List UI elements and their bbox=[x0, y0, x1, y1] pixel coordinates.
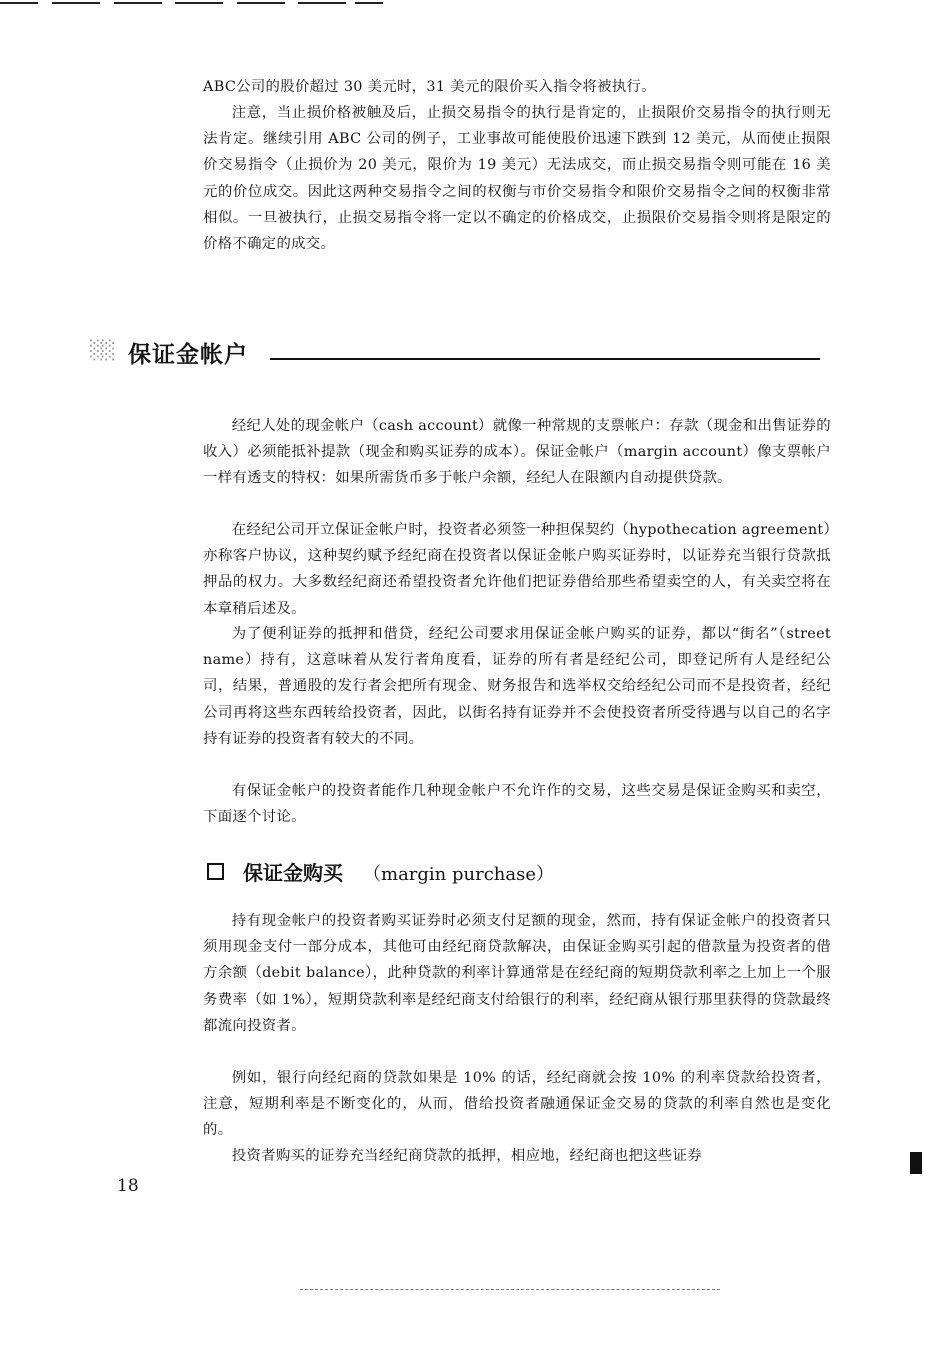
paragraph-debit-balance: 持有现金帐户的投资者购买证券时必须支付足额的现金，然而，持有保证金帐户的投资者只须用现金支付一部分成本，其他可由经纪商贷款解决，由保证金购买引起的借款量为投资者的借方余额（debit balance），此种贷款的利率计算通常是在经纪商的短期贷款利率之上加上一个服务费率（如 1%），短期贷款利率是经纪商支付给银行的利率，经纪商从银行那里获得的贷款最终都流向投资者。 bbox=[203, 913, 831, 1034]
checkbox-square-icon bbox=[207, 863, 224, 880]
section-heading-margin-account bbox=[90, 334, 820, 366]
page-number: 18 bbox=[117, 1176, 139, 1196]
subsection-english-term: （margin purchase） bbox=[363, 864, 555, 885]
section-title-rule bbox=[270, 358, 820, 360]
paragraph-collateral: 投资者购买的证券充当经纪商贷款的抵押，相应地，经纪商也把这些证券 bbox=[231, 1148, 702, 1164]
paragraph-continuation: ABC公司的股价超过 30 美元时，31 美元的限价买入指令将被执行。 bbox=[203, 79, 656, 95]
section-ornament-icon: ░░ bbox=[90, 340, 114, 361]
section-title: 保证金帐户 bbox=[128, 342, 248, 368]
paragraph-hypothecation: 在经纪公司开立保证金帐户时，投资者必须签一种担保契约（hypothecation agreement）亦称客户协议，这种契约赋予经纪商在投资者以保证金帐户购买证券时，以证券充当银行贷款抵押品的权力。大多数经纪商还希望投资者允许他们把证券借给那些希望卖空的人，有关卖空将在本章稍后述及。 bbox=[203, 522, 831, 617]
scan-artifact-line bbox=[300, 1289, 720, 1293]
paragraph-cash-margin-accounts: 经纪人处的现金帐户（cash account）就像一种常规的支票帐户：存款（现金和出售证券的收入）必须能抵补提款（现金和购买证券的成本）。保证金帐户（margin account）像支票帐户一样有透支的特权：如果所需货币多于帐户余额，经纪人在限额内自动提供贷款。 bbox=[203, 418, 831, 487]
subsection-title: 保证金购买 bbox=[243, 861, 343, 885]
paragraph-stop-order-tradeoff: 注意，当止损价格被触及后，止损交易指令的执行是肯定的，止损限价交易指令的执行则无法肯定。继续引用 ABC 公司的例子，工业事故可能使股价迅速下跌到 12 美元，从而使止损限价交易指令（止损价为 20 美元，限价为 19 美元）无法成交，而止损交易指令则可能在 16 美元的价位成交。因此这两种交易指令之间的权衡与市价交易指令和限价交易指令之间的权衡非常相似。一旦被执行，止损交易指令将一定以不确定的价格成交，止损限价交易指令则将是限定的价格不确定的成交。 bbox=[203, 105, 831, 253]
subsection-heading-margin-purchase bbox=[205, 855, 805, 885]
header-rules bbox=[0, 0, 952, 8]
paragraph-margin-transactions: 有保证金帐户的投资者能作几种现金帐户不允许作的交易，这些交易是保证金购买和卖空，下面逐个讨论。 bbox=[203, 783, 831, 826]
paragraph-street-name: 为了便利证券的抵押和借贷，经纪公司要求用保证金帐户购买的证券，都以“街名”（street name）持有，这意味着从发行者角度看，证券的所有者是经纪公司，即登记所有人是经纪公司，结果，普通股的发行者会把所有现金、财务报告和选举权交给经纪公司而不是投资者，经纪公司再将这些东西转给投资者，因此，以街名持有证券并不会使投资者所受待遇与以自己的名字持有证券的投资者有较大的不同。 bbox=[203, 626, 831, 747]
paragraph-interest-example: 例如，银行向经纪商的贷款如果是 10% 的话，经纪商就会按 10% 的利率贷款给投资者，注意，短期利率是不断变化的，从而，借给投资者融通保证金交易的贷款的利率自然也是变化的。 bbox=[203, 1070, 831, 1139]
page-edge-tab bbox=[910, 1152, 922, 1174]
